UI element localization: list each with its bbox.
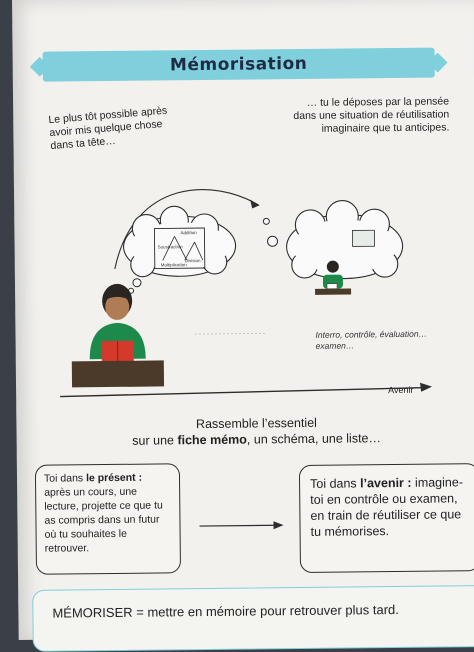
timeline-line <box>60 388 422 397</box>
summary-line-1: Rassemble l’essentiel <box>56 413 456 433</box>
cloud-label-addition: Addition <box>180 230 197 235</box>
definition-text: MÉMORISER = mettre en mémoire pour retrouver plus tard. <box>52 602 399 621</box>
page-title: Mémorisation <box>170 54 308 75</box>
book-page <box>12 0 474 640</box>
future-text: imagine-toi en contrôle ou examen, en train de réutiliser ce que tu mémorises. <box>310 475 463 539</box>
dotted-connector <box>196 333 266 334</box>
future-bold: l’avenir : <box>360 476 412 491</box>
present-text: après un cours, une lecture, projette ce que tu as compris dans un futur où tu souhaites le retrouver. <box>44 486 163 555</box>
present-to-future-arrow <box>200 525 276 526</box>
cloud-label-division: Division <box>185 258 201 263</box>
future-lead: Toi dans <box>310 476 360 491</box>
summary-bold: fiche mémo <box>177 433 247 448</box>
cloud-label-multiplication: Multiplication <box>161 262 188 267</box>
timeline-arrowhead <box>420 383 432 392</box>
exam-board-sketch <box>352 230 374 246</box>
intro-left-text: Le plus tôt possible après avoir mis quelque chose dans ta tête… <box>48 104 181 153</box>
bubble-medium <box>267 236 277 246</box>
future-box <box>299 463 474 573</box>
present-box <box>35 463 181 575</box>
student-desk <box>72 360 164 387</box>
student-reading <box>71 283 164 387</box>
present-to-future-arrowhead <box>273 521 283 529</box>
right-thought-cloud <box>286 200 403 295</box>
cloud-label-soustraction: Soustraction <box>158 244 184 249</box>
present-lead: Toi dans <box>44 472 86 484</box>
exam-caption: Interro, contrôle, évaluation… examen… <box>315 329 435 352</box>
small-desk <box>315 288 351 294</box>
bubble-small <box>263 218 269 224</box>
summary-prefix: sur une <box>132 433 177 447</box>
left-thought-cloud <box>123 206 236 294</box>
timeline-label-avenir: Avenir <box>388 384 413 397</box>
summary-suffix: , un schéma, une liste… <box>247 431 381 446</box>
intro-right-text: … tu le déposes par la pensée dans une situation de réutilisation imaginaire que tu anticipes. <box>289 95 449 136</box>
present-bold: le présent : <box>86 472 142 485</box>
summary-text <box>56 413 456 449</box>
thought-transfer-arrowhead <box>250 199 259 208</box>
